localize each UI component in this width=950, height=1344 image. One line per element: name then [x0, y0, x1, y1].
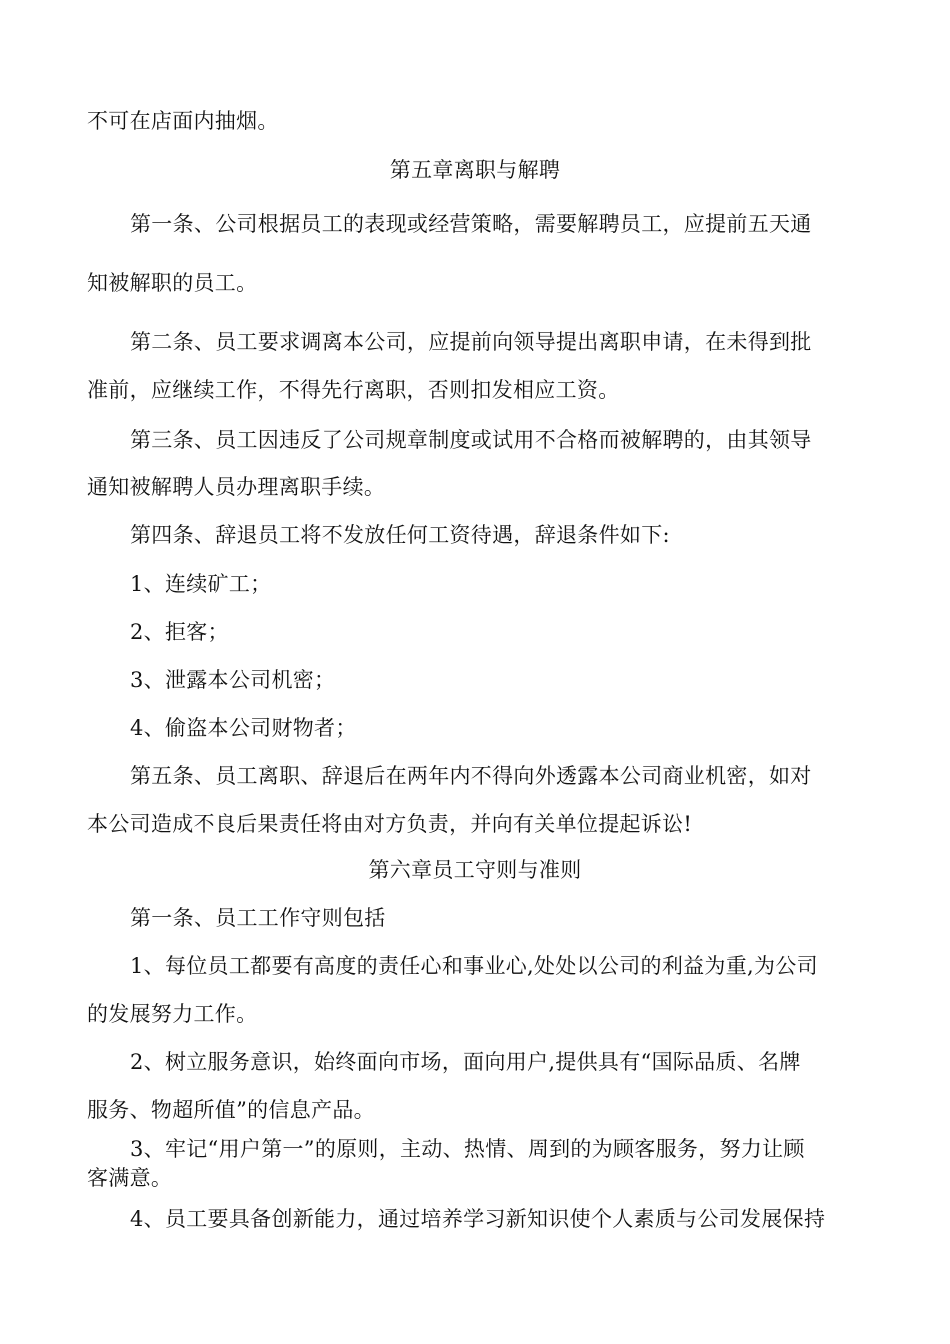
article-line: 第三条、员工因违反了公司规章制度或试用不合格而被解聘的，由其领导: [130, 428, 812, 452]
text-line: 的发展努力工作。: [87, 1002, 258, 1026]
article-line: 第一条、公司根据员工的表现或经营策略，需要解聘员工，应提前五天通: [130, 212, 812, 236]
list-item: 3、牢记“用户第一”的原则，主动、热情、周到的为顾客服务，努力让顾: [130, 1137, 805, 1161]
list-item: 1、每位员工都要有高度的责任心和事业心,处处以公司的利益为重,为公司: [130, 954, 818, 978]
chapter-heading: 第五章离职与解聘: [389, 158, 561, 182]
list-item: 2、树立服务意识，始终面向市场，面向用户,提供具有“国际品质、名牌: [130, 1050, 801, 1074]
list-item: 4、员工要具备创新能力，通过培养学习新知识使个人素质与公司发展保持: [130, 1207, 826, 1231]
list-item: 4、偷盗本公司财物者；: [130, 716, 357, 740]
text-line: 不可在店面内抽烟。: [87, 109, 279, 133]
text-line: 准前，应继续工作，不得先行离职，否则扣发相应工资。: [87, 378, 620, 402]
text-line: 服务、物超所值”的信息产品。: [87, 1098, 375, 1122]
article-line: 第二条、员工要求调离本公司，应提前向领导提出离职申请，在未得到批: [130, 330, 812, 354]
chapter-heading: 第六章员工守则与准则: [368, 858, 582, 882]
article-line: 第五条、员工离职、辞退后在两年内不得向外透露本公司商业机密，如对: [130, 764, 812, 788]
list-item: 3、泄露本公司机密；: [130, 668, 336, 692]
list-item: 1、连续矿工；: [130, 572, 272, 596]
list-item: 2、拒客；: [130, 620, 229, 644]
article-line: 第四条、辞退员工将不发放任何工资待遇，辞退条件如下:: [130, 523, 670, 547]
text-line: 知被解职的员工。: [87, 271, 258, 295]
text-line: 本公司造成不良后果责任将由对方负责，并向有关单位提起诉讼!: [87, 812, 693, 836]
text-line: 通知被解聘人员办理离职手续。: [87, 475, 386, 499]
text-line: 客满意。: [87, 1166, 173, 1190]
article-line: 第一条、员工工作守则包括: [130, 906, 386, 930]
